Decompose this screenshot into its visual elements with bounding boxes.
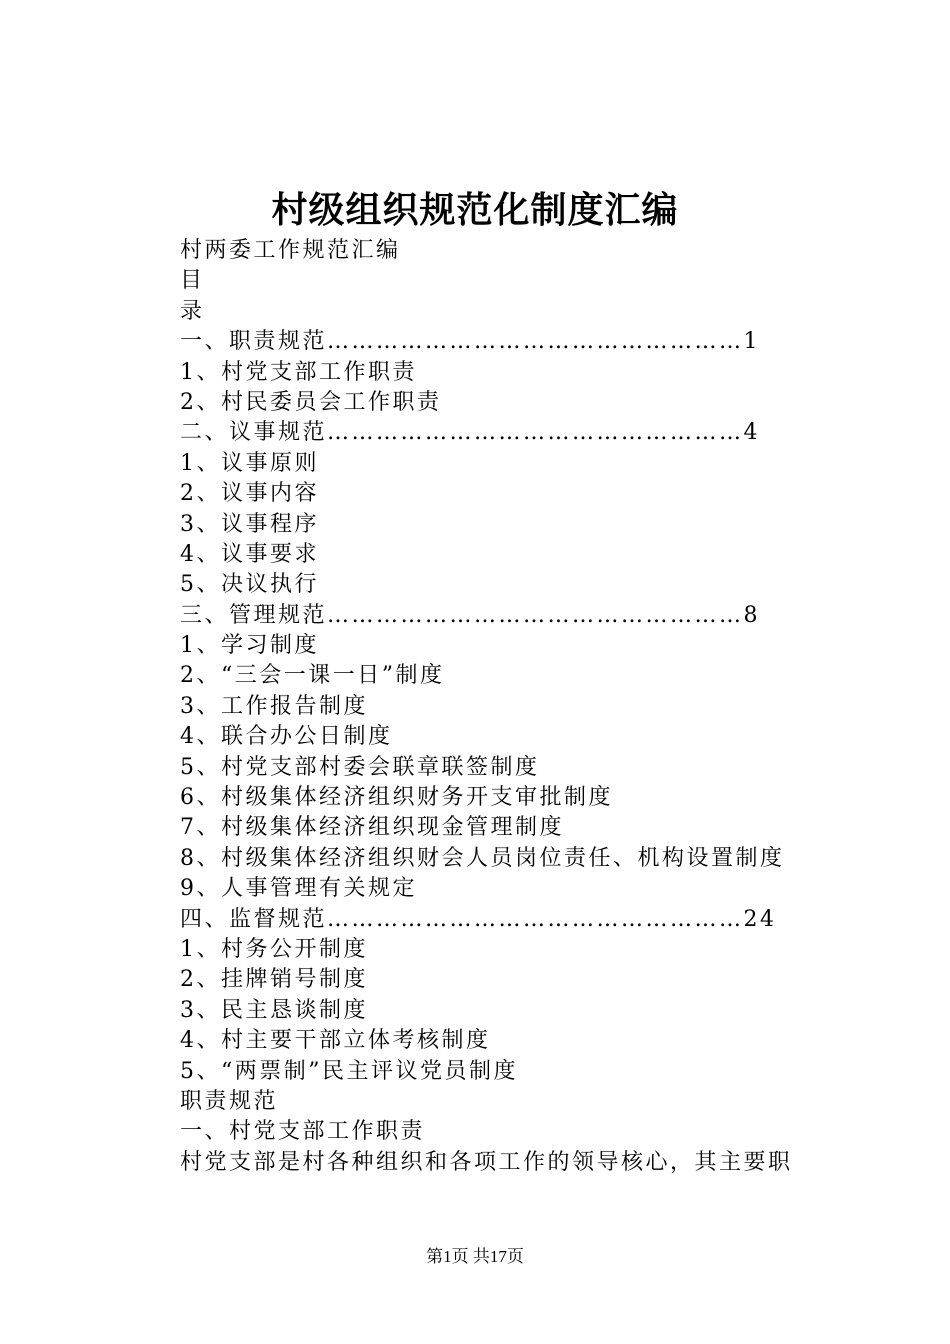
text-line: 4、村主要干部立体考核制度	[180, 1028, 491, 1054]
text-line: 职责规范	[180, 1088, 279, 1114]
text-line: 1、学习制度	[180, 633, 319, 659]
text-line: 5、“两票制”民主评议党员制度	[180, 1058, 518, 1084]
text-line: 2、“三会一课一日”制度	[180, 663, 445, 689]
document-body	[180, 236, 880, 1178]
text-line: 4、联合办公日制度	[180, 724, 393, 750]
text-line: 2、村民委员会工作职责	[180, 389, 442, 415]
text-line: 8、村级集体经济组织财会人员岗位责任、机构设置制度	[180, 845, 785, 871]
text-line: 1、议事原则	[180, 450, 319, 476]
text-line: 二、议事规范……………………………………………4	[180, 420, 760, 446]
text-line: 7、村级集体经济组织现金管理制度	[180, 815, 564, 841]
text-line: 6、村级集体经济组织财务开支审批制度	[180, 785, 613, 811]
text-line: 2、议事内容	[180, 481, 319, 507]
text-line: 5、决议执行	[180, 572, 319, 598]
text-line: 一、村党支部工作职责	[180, 1119, 426, 1145]
text-line: 录	[180, 298, 205, 324]
page-footer: 第1页 共17页	[426, 1247, 524, 1266]
text-line: 3、民主恳谈制度	[180, 997, 368, 1023]
text-line: 5、村党支部村委会联章联签制度	[180, 754, 540, 780]
text-line: 2、挂牌销号制度	[180, 967, 368, 993]
text-line: 村党支部是村各种组织和各项工作的领导核心，其主要职	[180, 1149, 793, 1175]
text-line: 村两委工作规范汇编	[180, 238, 401, 263]
text-line: 四、监督规范……………………………………………24	[180, 906, 777, 932]
text-line: 三、管理规范……………………………………………8	[180, 602, 760, 628]
document-title: 村级组织规范化制度汇编	[271, 189, 679, 231]
text-line: 3、工作报告制度	[180, 693, 368, 719]
text-line: 3、议事程序	[180, 511, 319, 537]
text-line: 目	[180, 268, 205, 294]
text-line: 9、人事管理有关规定	[180, 876, 417, 902]
text-line: 一、职责规范……………………………………………1	[180, 329, 760, 355]
text-line: 1、村党支部工作职责	[180, 359, 417, 385]
text-line: 4、议事要求	[180, 541, 319, 567]
text-line: 1、村务公开制度	[180, 936, 368, 962]
